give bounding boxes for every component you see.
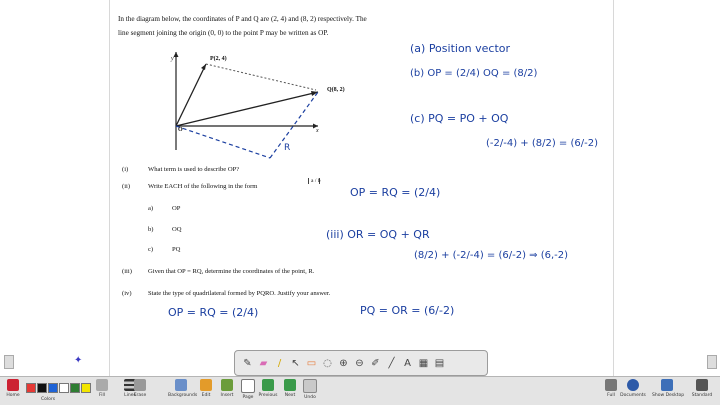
dock-lines[interactable]: Lines: [116, 379, 144, 398]
right-scroll-handle[interactable]: [707, 355, 717, 369]
pointer-icon[interactable]: ↖: [291, 357, 300, 369]
part-ii-number: (ii): [122, 183, 131, 190]
text-icon[interactable]: A: [404, 357, 411, 369]
color-yellow-swatch[interactable]: [81, 383, 91, 393]
magic-pen-icon[interactable]: ✐: [371, 357, 380, 369]
show-desktop-icon: [661, 379, 673, 391]
dock-insert[interactable]: Insert: [218, 379, 236, 398]
label-y: y: [171, 56, 174, 62]
part-b-text: OQ: [172, 226, 182, 233]
label-o: O: [178, 127, 183, 133]
next-icon: [284, 379, 296, 391]
part-c-number: c): [148, 246, 154, 253]
hw-label-r: R: [284, 143, 291, 153]
color-red-swatch[interactable]: [26, 383, 36, 393]
part-iii-number: (iii): [122, 268, 132, 275]
hw-answer-iii-1: OP = RQ = (2/4): [350, 186, 441, 199]
eraser-icon[interactable]: ▭: [306, 357, 317, 369]
hw-answer-i: (a) Position vector: [410, 42, 511, 55]
dock-previous[interactable]: Previous: [258, 379, 278, 398]
question-intro-line1: In the diagram below, the coordinates of P and Q are (2, 4) and (8, 2) respectively. The: [118, 15, 367, 23]
bottom-dock: [0, 376, 720, 405]
part-iv-number: (iv): [122, 290, 132, 297]
hw-answer-ii-c1: (c) PQ = PO + OQ: [410, 112, 509, 125]
undo-icon: [303, 379, 317, 393]
backgrounds-icon: [175, 379, 187, 391]
documents-icon: [627, 379, 639, 391]
more-icon[interactable]: ▤: [434, 357, 445, 369]
dock-next[interactable]: Next: [282, 379, 298, 398]
hw-answer-iv-2: PQ = OR = (6/-2): [360, 304, 455, 317]
marker-icon[interactable]: /: [277, 357, 282, 369]
insert-icon: [221, 379, 233, 391]
line-icon[interactable]: ╱: [388, 357, 395, 369]
part-i-number: (i): [122, 166, 129, 173]
segment-pq: [206, 64, 316, 90]
hw-answer-iv-1: OP = RQ = (2/4): [168, 306, 259, 319]
hw-answer-iii-2: (iii) OR = OQ + QR: [326, 228, 430, 241]
dock-erase[interactable]: Erase: [130, 379, 150, 398]
pen-icon[interactable]: ✎: [243, 357, 252, 369]
dock-documents[interactable]: Documents: [620, 379, 646, 398]
form-matrix: a / b: [308, 178, 320, 184]
highlighter-icon[interactable]: ▰: [259, 357, 268, 369]
dock-home[interactable]: Home: [2, 379, 24, 398]
part-i-text: What term is used to describe OP?: [148, 166, 240, 173]
dock-fill[interactable]: Fill: [94, 379, 110, 398]
vector-op: [176, 64, 206, 126]
dock-page[interactable]: Page: [240, 379, 256, 400]
dock-full[interactable]: Full: [604, 379, 618, 398]
dock-standard[interactable]: Standard: [688, 379, 716, 398]
label-q: Q(8, 2): [327, 87, 345, 93]
erase-icon: [134, 379, 146, 391]
hw-answer-ii-ab: (b) OP = (2/4) OQ = (8/2): [410, 68, 538, 79]
zoom-in-icon[interactable]: ⊕: [339, 357, 348, 369]
zoom-out-icon[interactable]: ⊖: [355, 357, 364, 369]
table-icon[interactable]: ▦: [418, 357, 429, 369]
part-b-number: b): [148, 226, 154, 233]
part-a-number: a): [148, 205, 154, 212]
dock-undo[interactable]: Undo: [302, 379, 318, 400]
lasso-icon[interactable]: ◌: [323, 357, 332, 369]
part-c-text: PQ: [172, 246, 181, 253]
part-a-text: OP: [172, 205, 181, 212]
dock-show-desktop[interactable]: Show Desktop: [652, 379, 682, 398]
hw-answer-ii-c2: (-2/-4) + (8/2) = (6/-2): [486, 138, 598, 149]
hw-segment-or: [176, 126, 270, 158]
previous-icon: [262, 379, 274, 391]
hw-answer-iii-3: (8/2) + (-2/-4) = (6/-2) ⇒ (6,-2): [414, 250, 569, 261]
dock-colors-label: Colors: [40, 397, 56, 402]
full-icon: [605, 379, 617, 391]
color-blue-swatch[interactable]: [48, 383, 58, 393]
y-axis-arrow: [174, 52, 179, 57]
dock-backgrounds[interactable]: Backgrounds: [168, 379, 194, 398]
question-intro-line2: line segment joining the origin (0, 0) to the point P may be written as OP.: [118, 29, 329, 37]
color-black-swatch[interactable]: [37, 383, 47, 393]
color-green-swatch[interactable]: [70, 383, 80, 393]
home-icon: [7, 379, 19, 391]
edit-icon: [200, 379, 212, 391]
part-iii-text: Given that OP = RQ, determine the coordinates of the point, R.: [148, 268, 315, 275]
pen-cursor-icon: ✦: [74, 355, 83, 366]
standard-icon: [696, 379, 708, 391]
dock-edit[interactable]: Edit: [198, 379, 214, 398]
part-iv-text: State the type of quadrilateral formed by PQRO. Justify your answer.: [148, 290, 331, 297]
color-white-swatch[interactable]: [59, 383, 69, 393]
left-scroll-handle[interactable]: [4, 355, 14, 369]
label-x: x: [316, 128, 319, 134]
pen-toolbar: [234, 350, 488, 376]
fill-icon: [96, 379, 108, 391]
part-ii-text: Write EACH of the following in the form: [148, 183, 258, 190]
page-icon: [241, 379, 255, 393]
label-p: P(2, 4): [210, 56, 227, 62]
vector-op-arrow: [201, 64, 206, 70]
